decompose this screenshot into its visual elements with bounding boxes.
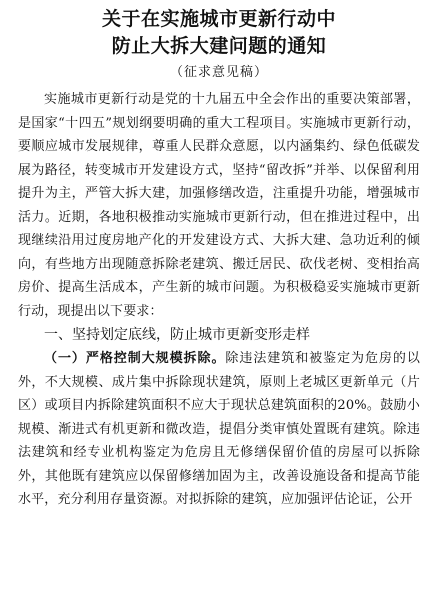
title-line-1: 关于在实施城市更新行动中 xyxy=(101,8,336,30)
section-heading-1: 一、坚持划定底线，防止城市更新变形走样 xyxy=(44,327,310,343)
document-subtitle: （征求意见稿） xyxy=(169,65,268,80)
item-1-label: （一）严格控制大规模拆除。 xyxy=(44,351,226,366)
document-title xyxy=(18,6,420,60)
item-1-text: 除违法建筑和被鉴定为危房的以外，不大规模、成片集中拆除现状建筑，原则上老城区更新单元（片区）或项目内拆除建筑面积不应大于现状总建筑面积的20%。鼓励小规模、渐进式有机更新和微改造，提倡分类审慎处置既有建筑。除违法建筑和经专业机构鉴定为危房且无修缮保留价值的房屋可以拆除外，其他既有建筑应以保留修缮加固为主，改善设施设备和提高节能水平，充分利用存量资源。对拟拆除的建筑，应加强评估论证，公开 xyxy=(18,351,420,507)
intro-paragraph: 实施城市更新行动是党的十九届五中全会作出的重要决策部署，是国家“十四五”规划纲要明确的重大工程项目。实施城市更新行动，要顺应城市发展规律，尊重人民群众意愿，以内涵集约、绿色低碳发展为路径，转变城市开发建设方式，坚持“留改拆”并举、以保留利用提升为主，严管大拆大建，加强修缮改造，注重提升功能，增强城市活力。近期，各地积极推动实施城市更新行动，但在推进过程中，出现继续沿用过度房地产化的开发建设方式、大拆大建、急功近利的倾向，有些地方出现随意拆除老建筑、搬迁居民、砍伐老树、变相抬高房价、提高生活成本，产生新的城市问题。为积极稳妥实施城市更新行动，现提出以下要求： xyxy=(18,92,420,319)
title-line-2: 防止大拆大建问题的通知 xyxy=(111,35,327,57)
section-item-1 xyxy=(18,347,420,512)
